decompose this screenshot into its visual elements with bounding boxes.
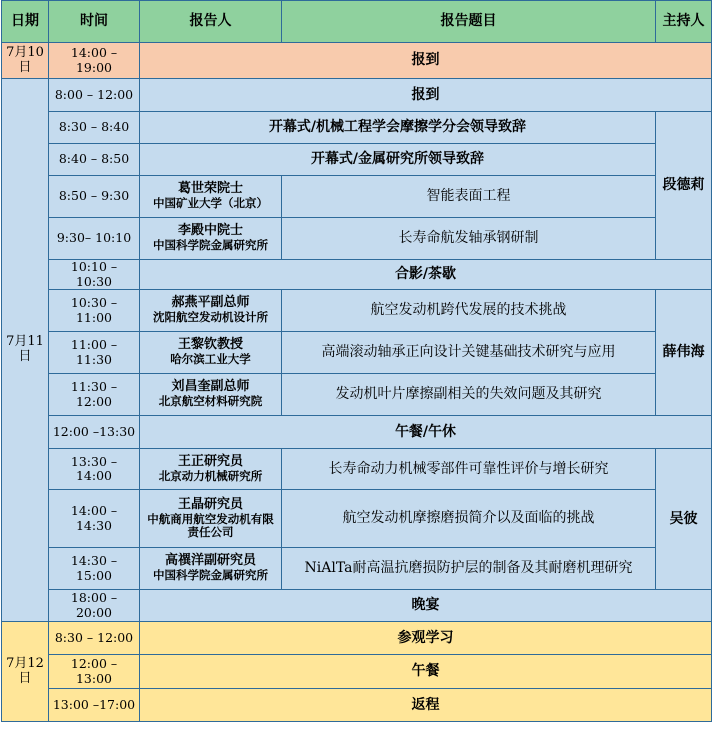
time-cell: 8:30 – 8:40 bbox=[49, 112, 140, 144]
table-row bbox=[2, 374, 712, 416]
time-cell: 10:10 – 10:30 bbox=[49, 260, 140, 290]
topic-cell: 开幕式/金属研究所领导致辞 bbox=[140, 144, 656, 176]
speaker-cell bbox=[140, 176, 282, 218]
host-cell: 薛伟海 bbox=[656, 290, 712, 416]
time-cell: 8:00 – 12:00 bbox=[49, 79, 140, 112]
topic-cell: 长寿命航发轴承钢研制 bbox=[282, 218, 656, 260]
time-cell: 14:00 – 19:00 bbox=[49, 43, 140, 79]
table-row bbox=[2, 218, 712, 260]
table-row bbox=[2, 260, 712, 290]
speaker-cell bbox=[140, 218, 282, 260]
topic-cell: 发动机叶片摩擦副相关的失效问题及其研究 bbox=[282, 374, 656, 416]
speaker-cell bbox=[140, 548, 282, 590]
table-row bbox=[2, 490, 712, 548]
topic-cell: NiAlTa耐高温抗磨损防护层的制备及其耐磨机理研究 bbox=[282, 548, 656, 590]
speaker-name: 高禩洋副研究员 bbox=[164, 553, 256, 569]
topic-cell: 长寿命动力机械零部件可靠性评价与增长研究 bbox=[282, 449, 656, 490]
table-row bbox=[2, 176, 712, 218]
table-row bbox=[2, 332, 712, 374]
speaker-org: 北京航空材料研究院 bbox=[158, 394, 263, 409]
speaker-name: 王晶研究员 bbox=[177, 496, 243, 512]
speaker-org: 中国科学院金属研究所 bbox=[153, 568, 268, 583]
speaker-cell bbox=[140, 290, 282, 332]
day-1-date: 7月10日 bbox=[2, 43, 49, 79]
time-cell: 14:00 – 14:30 bbox=[49, 490, 140, 548]
speaker-cell bbox=[140, 490, 282, 548]
speaker-name: 郝燕平副总师 bbox=[171, 295, 250, 311]
topic-cell: 午餐/午休 bbox=[140, 416, 712, 449]
table-row bbox=[2, 290, 712, 332]
table-row bbox=[2, 43, 712, 79]
time-cell: 11:00 – 11:30 bbox=[49, 332, 140, 374]
topic-cell: 参观学习 bbox=[140, 622, 712, 655]
table-row bbox=[2, 416, 712, 449]
header-date: 日期 bbox=[2, 1, 49, 43]
table-row bbox=[2, 622, 712, 655]
time-cell: 8:30 – 12:00 bbox=[49, 622, 140, 655]
speaker-org: 哈尔滨工业大学 bbox=[170, 352, 251, 367]
time-cell: 13:30 – 14:00 bbox=[49, 449, 140, 490]
speaker-cell bbox=[140, 374, 282, 416]
topic-cell: 智能表面工程 bbox=[282, 176, 656, 218]
table-row bbox=[2, 590, 712, 622]
time-cell: 10:30 – 11:00 bbox=[49, 290, 140, 332]
speaker-name: 葛世荣院士 bbox=[177, 181, 243, 197]
header-host: 主持人 bbox=[656, 1, 712, 43]
host-cell: 段德莉 bbox=[656, 112, 712, 260]
time-cell: 14:30 – 15:00 bbox=[49, 548, 140, 590]
speaker-name: 刘昌奎副总师 bbox=[171, 379, 250, 395]
topic-cell: 高端滚动轴承正向设计关键基础技术研究与应用 bbox=[282, 332, 656, 374]
topic-cell: 晚宴 bbox=[140, 590, 712, 622]
time-cell: 18:00 – 20:00 bbox=[49, 590, 140, 622]
header-time: 时间 bbox=[49, 1, 140, 43]
speaker-org: 北京动力机械研究所 bbox=[158, 468, 263, 483]
table-row bbox=[2, 112, 712, 144]
header-topic: 报告题目 bbox=[282, 1, 656, 43]
speaker-name: 李殿中院士 bbox=[177, 223, 243, 239]
speaker-org: 中航商用航空发动机有限责任公司 bbox=[147, 511, 274, 539]
header-speaker: 报告人 bbox=[140, 1, 282, 43]
topic-cell: 报到 bbox=[140, 79, 712, 112]
table-row bbox=[2, 689, 712, 722]
speaker-name: 王正研究员 bbox=[177, 453, 243, 469]
topic-cell: 午餐 bbox=[140, 655, 712, 689]
speaker-org: 沈阳航空发动机设计所 bbox=[153, 310, 268, 325]
time-cell: 12:00 – 13:00 bbox=[49, 655, 140, 689]
table-row bbox=[2, 655, 712, 689]
topic-cell: 开幕式/机械工程学会摩擦学分会领导致辞 bbox=[140, 112, 656, 144]
time-cell: 13:00 –17:00 bbox=[49, 689, 140, 722]
time-cell: 9:30– 10:10 bbox=[49, 218, 140, 260]
time-cell: 11:30 – 12:00 bbox=[49, 374, 140, 416]
header-row bbox=[2, 1, 712, 43]
host-cell: 吴彼 bbox=[656, 449, 712, 590]
table-row bbox=[2, 449, 712, 490]
topic-cell: 返程 bbox=[140, 689, 712, 722]
topic-cell: 航空发动机跨代发展的技术挑战 bbox=[282, 290, 656, 332]
table-row bbox=[2, 144, 712, 176]
day-2-date: 7月11日 bbox=[2, 79, 49, 622]
speaker-cell bbox=[140, 332, 282, 374]
speaker-name: 王黎钦教授 bbox=[177, 337, 243, 353]
time-cell: 8:50 – 9:30 bbox=[49, 176, 140, 218]
speaker-org: 中国矿业大学（北京） bbox=[153, 196, 268, 211]
topic-cell: 报到 bbox=[140, 43, 712, 79]
speaker-org: 中国科学院金属研究所 bbox=[153, 238, 268, 253]
time-cell: 8:40 – 8:50 bbox=[49, 144, 140, 176]
topic-cell: 合影/茶歇 bbox=[140, 260, 712, 290]
table-row bbox=[2, 548, 712, 590]
speaker-cell bbox=[140, 449, 282, 490]
table-row bbox=[2, 79, 712, 112]
day-3-date: 7月12日 bbox=[2, 622, 49, 722]
time-cell: 12:00 –13:30 bbox=[49, 416, 140, 449]
topic-cell: 航空发动机摩擦磨损简介以及面临的挑战 bbox=[282, 490, 656, 548]
schedule-table bbox=[1, 0, 712, 722]
